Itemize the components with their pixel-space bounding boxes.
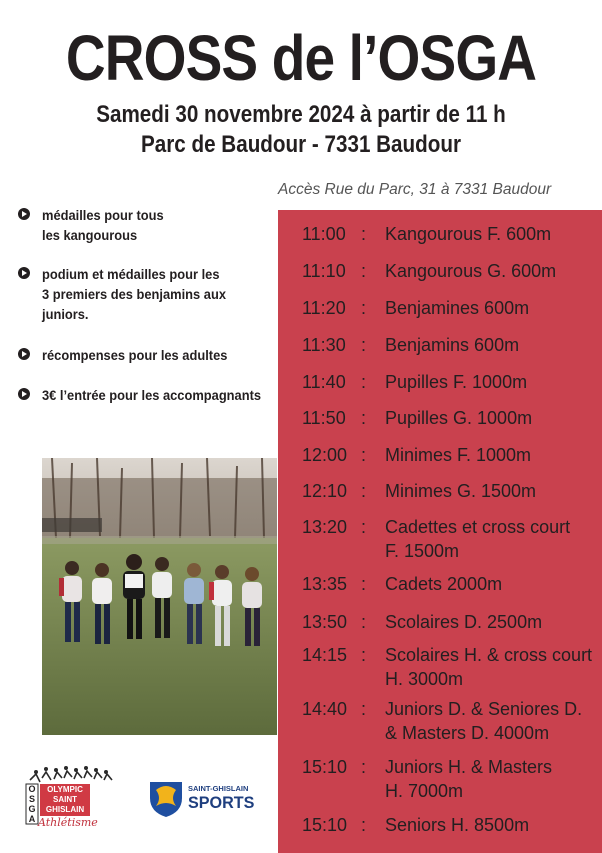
- separator: :: [361, 699, 367, 719]
- race-time: 13:20: [302, 517, 348, 537]
- runners-photo: [42, 458, 277, 735]
- race-time: 15:10: [302, 757, 348, 777]
- arrow-bullet-icon: [18, 267, 30, 279]
- sports-logo-big: SPORTS: [188, 793, 255, 812]
- bullet-text: récompenses pour les adultes: [42, 347, 228, 363]
- race-time: 11:50: [302, 408, 346, 428]
- race-name: Scolaires D. 2500m: [385, 612, 543, 632]
- separator: :: [361, 335, 367, 355]
- separator: :: [361, 408, 367, 428]
- race-time: 12:00: [302, 445, 348, 465]
- separator: :: [361, 612, 367, 632]
- race-time: 11:40: [302, 372, 346, 392]
- event-date: Samedi 30 novembre 2024 à partir de 11 h: [96, 101, 506, 128]
- separator: :: [361, 481, 367, 501]
- separator: :: [361, 445, 367, 465]
- access-address: Accès Rue du Parc, 31 à 7331 Baudour: [278, 181, 552, 198]
- race-name: Pupilles G. 1000m: [385, 408, 533, 428]
- race-time: 12:10: [302, 481, 348, 501]
- event-venue: Parc de Baudour - 7331 Baudour: [140, 131, 462, 158]
- osga-logo: [24, 764, 120, 830]
- arrow-bullet-icon: [18, 388, 30, 400]
- arrow-bullet-icon: [18, 348, 30, 360]
- race-name: Seniors H. 8500m: [385, 815, 530, 835]
- race-name: Juniors H. & Masters H. 7000m: [385, 757, 553, 801]
- separator: :: [361, 224, 367, 244]
- race-time: 13:35: [302, 574, 348, 594]
- race-name: Juniors D. & Seniores D. & Masters D. 4000m: [385, 699, 583, 743]
- separator: :: [361, 372, 367, 392]
- race-name: Kangourous G. 600m: [385, 261, 557, 281]
- saint-ghislain-sports-logo: [148, 778, 258, 818]
- race-name: Cadets 2000m: [385, 574, 503, 594]
- bullet-text: 3€ l’entrée pour les accompagnants: [42, 387, 262, 403]
- separator: :: [361, 574, 367, 594]
- bullet-text: podium et médailles pour les 3 premiers des benjamins aux juniors.: [42, 266, 226, 322]
- race-time: 11:10: [302, 261, 346, 281]
- race-time: 15:10: [302, 815, 348, 835]
- separator: :: [361, 815, 367, 835]
- separator: :: [361, 757, 367, 777]
- separator: :: [361, 261, 367, 281]
- schedule-panel: [278, 210, 602, 853]
- race-time: 11:30: [302, 335, 346, 355]
- race-name: Cadettes et cross court F. 1500m: [385, 517, 571, 561]
- arrow-bullet-icon: [18, 208, 30, 220]
- osga-logo-script: Athlétisme: [38, 816, 98, 829]
- runners-photo-art: [42, 458, 277, 735]
- bullet-text: médailles pour tous les kangourous: [42, 207, 164, 243]
- osga-logo-letters: OSGA: [28, 784, 36, 824]
- race-time: 11:00: [302, 224, 346, 244]
- shield-icon: [148, 778, 184, 818]
- separator: :: [361, 645, 367, 665]
- osga-logo-line1: OLYMPIC: [47, 785, 83, 794]
- race-name: Minimes F. 1000m: [385, 445, 532, 465]
- race-time: 11:20: [302, 298, 346, 318]
- sports-logo-small: SAINT-GHISLAIN: [188, 784, 249, 793]
- osga-logo-line2: SAINT: [53, 795, 77, 804]
- race-name: Benjamins 600m: [385, 335, 520, 355]
- race-name: Pupilles F. 1000m: [385, 372, 528, 392]
- race-name: Benjamines 600m: [385, 298, 530, 318]
- separator: :: [361, 517, 367, 537]
- race-time: 13:50: [302, 612, 348, 632]
- separator: :: [361, 298, 367, 318]
- osga-logo-line3: GHISLAIN: [45, 805, 85, 814]
- page-title: CROSS de l’OSGA: [65, 22, 537, 94]
- race-time: 14:40: [302, 699, 348, 719]
- race-time: 14:15: [302, 645, 348, 665]
- race-name: Scolaires H. & cross court H. 3000m: [385, 645, 593, 689]
- race-name: Minimes G. 1500m: [385, 481, 537, 501]
- race-name: Kangourous F. 600m: [385, 224, 552, 244]
